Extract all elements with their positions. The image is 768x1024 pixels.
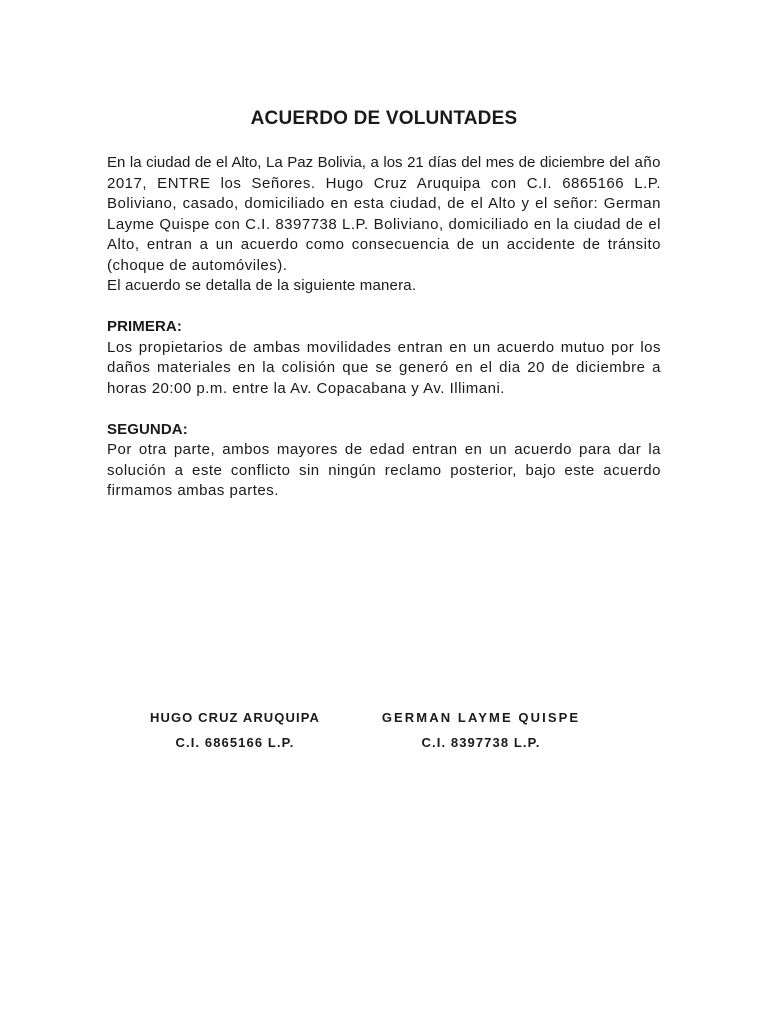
signatory-name: GERMAN LAYME QUISPE bbox=[381, 710, 581, 725]
document-title: ACUERDO DE VOLUNTADES bbox=[250, 108, 518, 129]
document-body bbox=[107, 153, 661, 502]
clause-segunda-text: Por otra parte, ambos mayores de edad entran en un acuerdo para dar la solución a este conflicto sin ningún reclamo posterior, bajo este acuerdo firmamos ambas partes. bbox=[107, 441, 661, 499]
signatory-name: HUGO CRUZ ARUQUIPA bbox=[149, 710, 321, 725]
spacer bbox=[107, 297, 661, 318]
signatory-ci: C.I. 8397738 L.P. bbox=[421, 735, 541, 750]
clause-primera-heading: PRIMERA: bbox=[107, 318, 182, 335]
signature-block-german bbox=[370, 710, 592, 750]
signature-block-hugo bbox=[130, 710, 340, 750]
clause-primera-text: Los propietarios de ambas movilidades entran en un acuerdo mutuo por los daños materiales en la colisión que se generó en el dia 20 de diciembre a horas 20:00 p.m. entre la Av. Copacabana y Av. Illimani. bbox=[107, 338, 661, 397]
intro-first-line: En la ciudad de el Alto, La Paz Bolivia, a los 21 días del mes de diciembre del bbox=[107, 154, 630, 171]
intro-text: año 2017, ENTRE los Señores. Hugo Cruz Aruquipa con C.I. 6865166 L.P. Boliviano, casado, domiciliado en esta ciudad, de el Alto y el señor: German Layme Quispe con C.I. 8397738 L.P. Boliviano, domiciliado en la ciudad de el Alto, entran a un acuerdo como consecuencia de un accidente de tránsito (choque de automóviles). bbox=[107, 154, 662, 274]
intro-paragraph bbox=[107, 153, 661, 276]
clause-segunda-heading: SEGUNDA: bbox=[107, 420, 188, 438]
intro-detail: El acuerdo se detalla de la siguiente manera. bbox=[107, 277, 417, 294]
signatory-ci: C.I. 6865166 L.P. bbox=[175, 735, 295, 750]
spacer bbox=[107, 399, 661, 420]
